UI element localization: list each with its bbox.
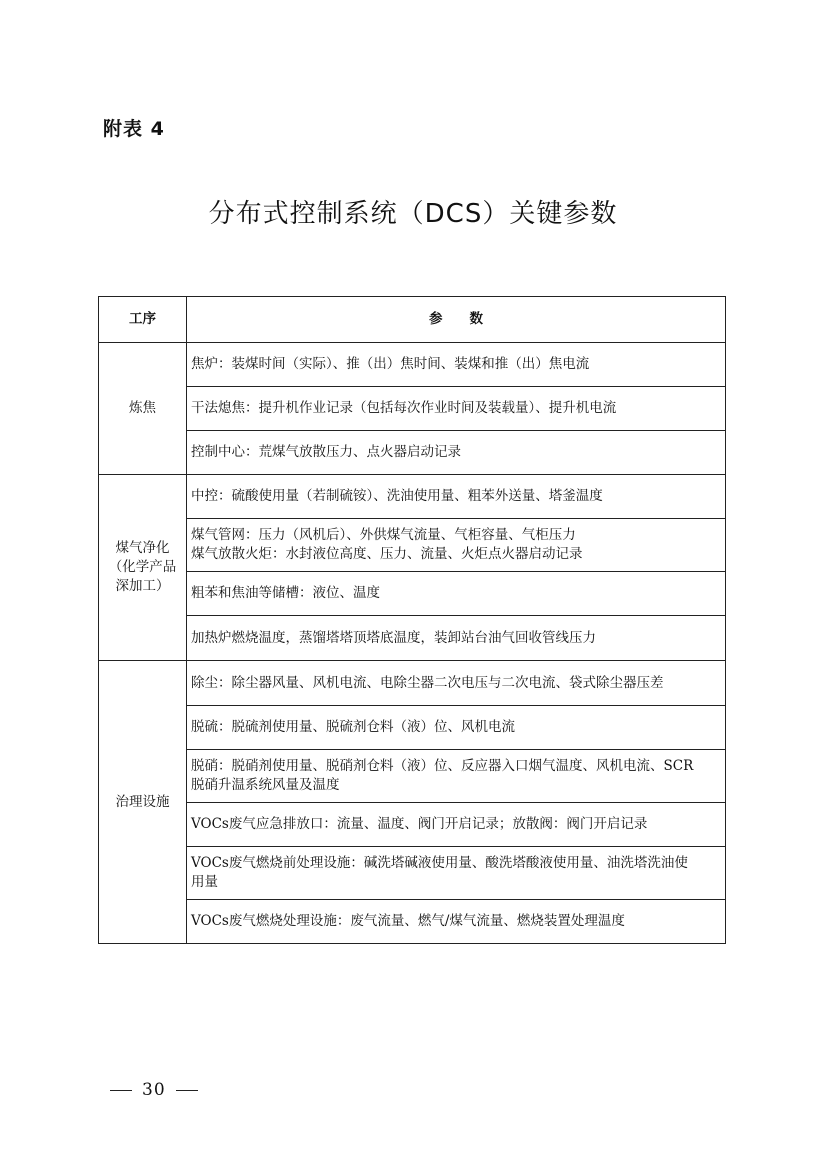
param-cell: 粗苯和焦油等储槽：液位、温度 <box>187 572 726 616</box>
header-process: 工序 <box>99 297 187 343</box>
table-row <box>99 431 726 475</box>
table-row <box>99 343 726 387</box>
param-cell: VOCs废气燃烧前处理设施：碱洗塔碱液使用量、酸洗塔酸液使用量、油洗塔洗油使 用量 <box>187 847 726 900</box>
table-row <box>99 750 726 803</box>
table-row <box>99 706 726 750</box>
param-cell: VOCs废气燃烧处理设施：废气流量、燃气/煤气流量、燃烧装置处理温度 <box>187 900 726 944</box>
process-cell-coking: 炼焦 <box>99 343 187 475</box>
param-cell: 焦炉：装煤时间（实际）、推（出）焦时间、装煤和推（出）焦电流 <box>187 343 726 387</box>
table-header-row <box>99 297 726 343</box>
table-row <box>99 475 726 519</box>
param-cell: VOCs废气应急排放口：流量、温度、阀门开启记录；放散阀：阀门开启记录 <box>187 803 726 847</box>
table-row <box>99 616 726 661</box>
table-row <box>99 847 726 900</box>
document-title: 分布式控制系统（DCS）关键参数 <box>208 199 618 229</box>
table-row <box>99 900 726 944</box>
process-cell-treatment: 治理设施 <box>99 661 187 944</box>
header-params: 参 数 <box>187 297 726 343</box>
param-cell: 中控：硫酸使用量（若制硫铵）、洗油使用量、粗苯外送量、塔釜温度 <box>187 475 726 519</box>
param-cell: 除尘：除尘器风量、风机电流、电除尘器二次电压与二次电流、袋式除尘器压差 <box>187 661 726 706</box>
table-row <box>99 519 726 572</box>
dcs-parameter-table <box>98 296 726 944</box>
appendix-label: 附表 4 <box>103 118 165 140</box>
footer-dash-left <box>110 1090 132 1091</box>
page-number: 30 <box>142 1080 166 1100</box>
param-cell: 干法熄焦：提升机作业记录（包括每次作业时间及装载量）、提升机电流 <box>187 387 726 431</box>
footer-dash-right <box>176 1090 198 1091</box>
param-cell: 煤气管网：压力（风机后）、外供煤气流量、气柜容量、气柜压力 煤气放散火炬：水封液位高度、压力、流量、火炬点火器启动记录 <box>187 519 726 572</box>
table-row <box>99 661 726 706</box>
param-cell: 控制中心：荒煤气放散压力、点火器启动记录 <box>187 431 726 475</box>
table-row <box>99 803 726 847</box>
table-row <box>99 387 726 431</box>
param-cell: 加热炉燃烧温度，蒸馏塔塔顶塔底温度，装卸站台油气回收管线压力 <box>187 616 726 661</box>
page-footer <box>100 1080 208 1100</box>
param-cell: 脱硫：脱硫剂使用量、脱硫剂仓料（液）位、风机电流 <box>187 706 726 750</box>
table-row <box>99 572 726 616</box>
process-cell-gas-purification: 煤气净化 （化学产品 深加工） <box>99 475 187 661</box>
param-cell: 脱硝：脱硝剂使用量、脱硝剂仓料（液）位、反应器入口烟气温度、风机电流、SCR 脱硝升温系统风量及温度 <box>187 750 726 803</box>
